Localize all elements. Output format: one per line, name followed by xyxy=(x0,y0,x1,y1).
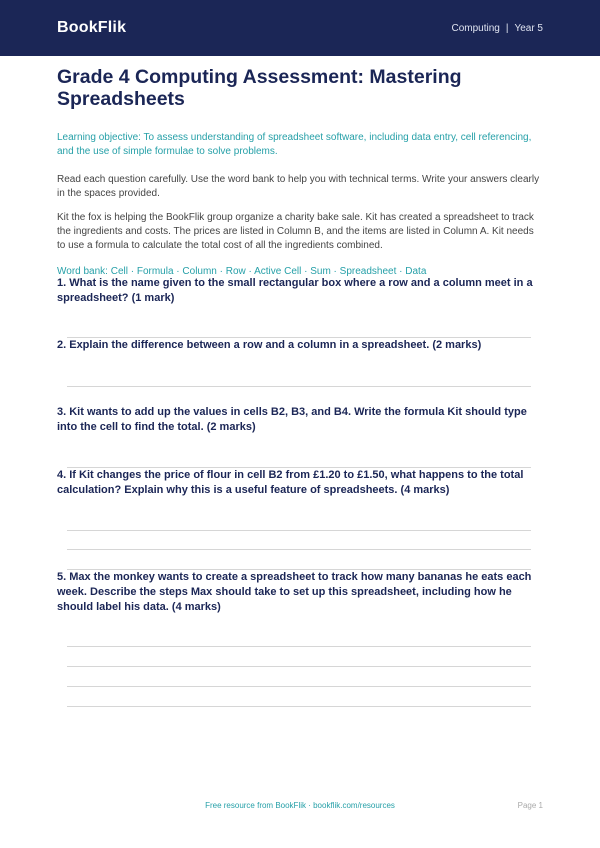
answer-line[interactable] xyxy=(67,686,531,687)
answer-line[interactable] xyxy=(67,646,531,647)
answer-line[interactable] xyxy=(67,549,531,550)
learning-objective: Learning objective: To assess understanding of spreadsheet software, including data entry, cell referencing, and the use of simple formulae to solve problems. xyxy=(57,132,532,157)
brand-logo: BookFlik xyxy=(57,19,127,36)
scenario-text: Kit the fox is helping the BookFlik group organize a charity bake sale. Kit has created a spreadsheet to track the ingredients and costs. The prices are listed in Column B, and the items are listed in Column A. Kit needs to use a formula to calculate the total cost of all the ingredients combined. xyxy=(57,212,534,251)
answer-line[interactable] xyxy=(67,706,531,707)
year-label: Year 5 xyxy=(514,22,543,34)
word-bank: Word bank: Cell · Formula · Column · Row · Active Cell · Sum · Spreadsheet · Data xyxy=(57,266,427,277)
question-3: 3. Kit wants to add up the values in cells B2, B3, and B4. Write the formula Kit should type into the cell to find the total. (2 marks) xyxy=(57,406,527,433)
answer-line[interactable] xyxy=(67,337,531,338)
page-footer xyxy=(0,801,600,815)
worksheet-content xyxy=(57,66,543,279)
answer-line[interactable] xyxy=(67,666,531,667)
page-title: Grade 4 Computing Assessment: Mastering Spreadsheets xyxy=(57,66,462,110)
answer-line[interactable] xyxy=(67,386,531,387)
subject-label: Computing xyxy=(451,22,500,34)
instructions: Read each question carefully. Use the word bank to help you with technical terms. Write your answers clearly in the spaces provided. xyxy=(57,174,540,199)
question-5: 5. Max the monkey wants to create a spreadsheet to track how many bananas he eats each week. Describe the steps Max should take to set up this spreadsheet, including how he should label his data. (4 marks) xyxy=(57,571,532,613)
answer-line[interactable] xyxy=(67,467,531,468)
header-meta xyxy=(451,23,543,34)
question-2: 2. Explain the difference between a row and a column in a spreadsheet. (2 marks) xyxy=(57,339,482,351)
question-1: 1. What is the name given to the small rectangular box where a row and a column meet in a spreadsheet? (1 mark) xyxy=(57,277,533,304)
answer-line[interactable] xyxy=(67,569,531,570)
footer-source: Free resource from BookFlik · bookflik.com/resources xyxy=(205,801,395,810)
page-header xyxy=(0,0,600,56)
meta-separator: | xyxy=(505,22,509,34)
question-4: 4. If Kit changes the price of flour in cell B2 from £1.20 to £1.50, what happens to the total calculation? Explain why this is a useful feature of spreadsheets. (4 marks) xyxy=(57,469,524,496)
page-number: Page 1 xyxy=(517,801,543,810)
answer-line[interactable] xyxy=(67,530,531,531)
